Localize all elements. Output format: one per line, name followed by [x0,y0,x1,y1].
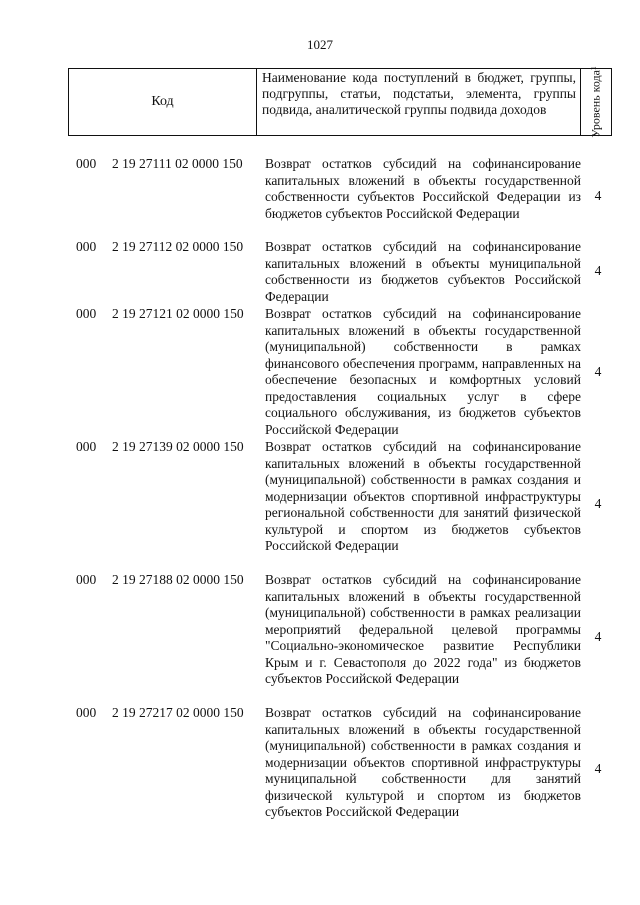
row-description: Возврат остатков субсидий на софинансирование капитальных вложений в объекты государственной собственности субъектов Российской Федерации из бюджетов субъектов Российской Федерации [265,156,581,221]
row-description: Возврат остатков субсидий на софинансирование капитальных вложений в объекты государственной (муниципальной) собственности в рамках финансового обеспечения программ, направленных на обеспечение безопасных и комфортных условий предоставления социальных услуг в сфере социального обслуживания, из бюджетов субъектов Российской Федерации [265,306,581,437]
row-admin-code: 000 [76,156,97,171]
row-revenue-code: 2 19 27188 02 0000 150 [112,572,244,587]
row-admin-code: 000 [76,705,97,720]
row-level: 4 [594,496,602,511]
header-level-cell [581,66,611,138]
row-level: 4 [594,364,602,379]
row-description: Возврат остатков субсидий на софинансирование капитальных вложений в объекты государственной (муниципальной) собственности в рамках создания и модернизации объектов спортивной инфраструктуры муниципальной собственности для занятий физической культурой и спортом из бюджетов субъектов Российской Федерации [265,705,581,819]
row-description: Возврат остатков субсидий на софинансирование капитальных вложений в объекты муниципальной собственности из бюджетов субъектов Российской Федерации [265,239,581,304]
row-revenue-code: 2 19 27139 02 0000 150 [112,439,244,454]
header-code-label: Код [69,69,257,135]
header-level-label: Уровень кода¹ [589,66,604,138]
row-revenue-code: 2 19 27112 02 0000 150 [112,239,244,254]
table-header [68,68,612,136]
row-revenue-code: 2 19 27217 02 0000 150 [112,705,244,720]
row-revenue-code: 2 19 27111 02 0000 150 [112,156,243,171]
row-admin-code: 000 [76,572,97,587]
page-number: 1027 [307,37,333,52]
row-level: 4 [594,629,602,644]
row-description: Возврат остатков субсидий на софинансирование капитальных вложений в объекты государственной (муниципальной) собственности в рамках создания и модернизации объектов спортивной инфраструктуры региональной собственности для занятий физической культурой и спортом из бюджетов субъектов Российской Федерации [265,439,581,553]
header-name-label: Наименование кода поступлений в бюджет, группы, подгруппы, статьи, подстатьи, элемента, группы подвида, аналитической группы подвида доходов [257,69,581,135]
row-level: 4 [594,761,602,776]
row-level: 4 [594,188,602,203]
row-admin-code: 000 [76,306,97,321]
row-revenue-code: 2 19 27121 02 0000 150 [112,306,244,321]
row-level: 4 [594,263,602,278]
row-admin-code: 000 [76,239,97,254]
row-admin-code: 000 [76,439,97,454]
row-description: Возврат остатков субсидий на софинансирование капитальных вложений в объекты государственной (муниципальной) собственности в рамках реализации мероприятий федеральной целевой программы "Социально-экономическое развитие Республики Крым и г. Севастополя до 2022 года" из бюджетов субъектов Российской Федерации [265,572,581,686]
